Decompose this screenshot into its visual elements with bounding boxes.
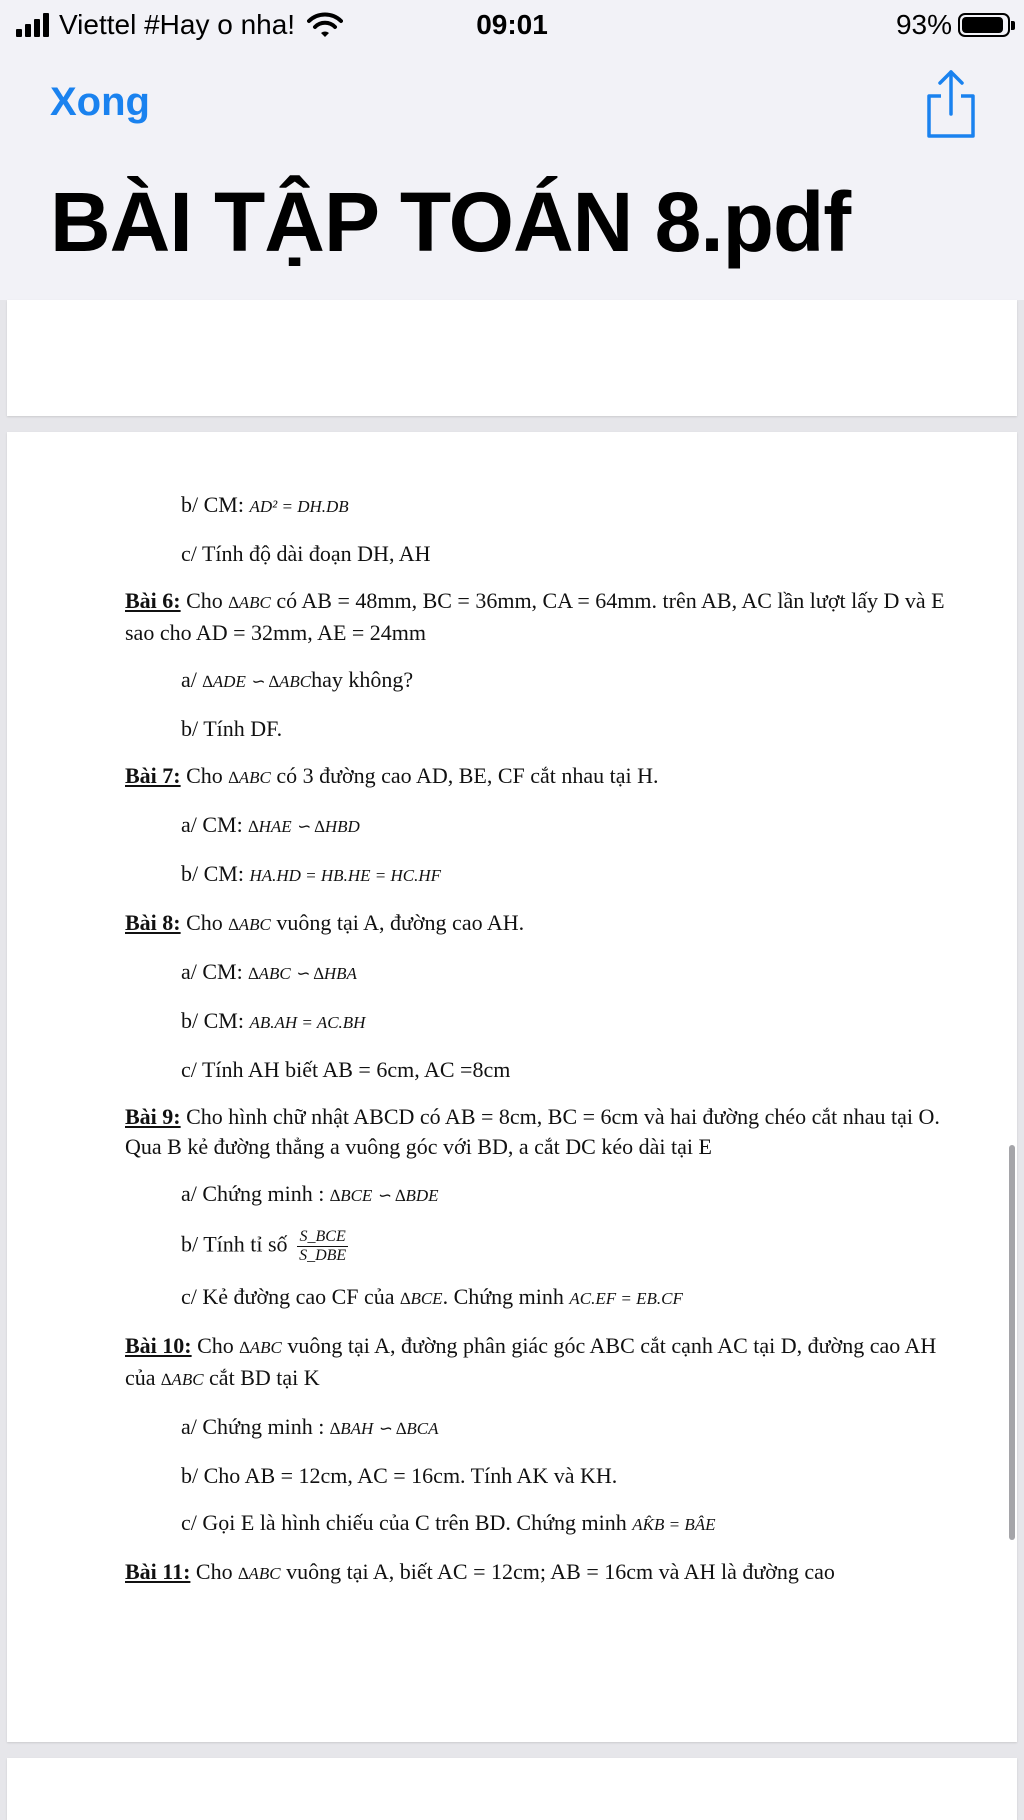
line-b6b: b/ Tính DF. <box>181 716 283 741</box>
pdf-page-next <box>7 1758 1017 1820</box>
done-button[interactable]: Xong <box>50 80 150 124</box>
exercise-6: Bài 6: Cho ∆ABC có AB = 48mm, BC = 36mm, CA = 64mm. trên AB, AC lần lượt lấy D và E sao cho AD = 32mm, AE = 24mm <box>125 588 945 645</box>
line-b8c: c/ Tính AH biết AB = 6cm, AC =8cm <box>181 1057 511 1082</box>
exercise-label: Bài 10: <box>125 1333 192 1358</box>
exercise-label: Bài 11: <box>125 1559 191 1584</box>
exercise-11: Bài 11: Cho ∆ABC vuông tại A, biết AC = 12cm; AB = 16cm và AH là đường cao <box>125 1559 835 1584</box>
line-b10a: a/ Chứng minh : ∆BAH ∽ ∆BCA <box>181 1414 439 1439</box>
line-b5c: c/ Tính độ dài đoạn DH, AH <box>181 541 431 566</box>
carrier-name: Viettel #Hay o nha! <box>59 9 296 40</box>
exercise-label: Bài 7: <box>125 763 181 788</box>
exercise-9: Bài 9: Cho hình chữ nhật ABCD có AB = 8cm, BC = 6cm và hai đường chéo cắt nhau tại O. Qua B kẻ đường thẳng a vuông góc với BD, a cắt DC kéo dài tại E <box>125 1104 940 1159</box>
exercise-label: Bài 9: <box>125 1104 181 1129</box>
line-b10b: b/ Cho AB = 12cm, AC = 16cm. Tính AK và KH. <box>181 1463 618 1488</box>
document-title: BÀI TẬP TOÁN 8.pdf <box>50 175 851 269</box>
line-b6a: a/ ∆ADE ∽ ∆ABChay không? <box>181 667 414 692</box>
line-b9c: c/ Kẻ đường cao CF của ∆BCE. Chứng minh AC.EF = EB.CF <box>181 1284 683 1309</box>
scroll-indicator[interactable] <box>1009 1145 1015 1540</box>
battery-percent: 93% <box>895 9 952 40</box>
line-b7b: b/ CM: HA.HD = HB.HE = HC.HF <box>181 861 441 886</box>
navigation-header <box>0 0 1024 300</box>
exercise-7: Bài 7: Cho ∆ABC có 3 đường cao AD, BE, CF cắt nhau tại H. <box>125 763 659 788</box>
status-bar <box>0 0 1024 52</box>
line-b5b: b/ CM: AD² = DH.DB <box>181 492 349 517</box>
fraction: $\frac{\text{S\_BCE}}{\text{S\_DBE}}$ <box>299 1228 347 1264</box>
line-b9a: a/ Chứng minh : ∆BCE ∽ ∆BDE <box>181 1181 439 1206</box>
battery-group <box>896 9 1010 41</box>
math: AD² = DH.DB <box>249 497 349 516</box>
battery-icon <box>958 13 1010 37</box>
line-b8a: a/ CM: ∆ABC ∽ ∆HBA <box>181 959 357 984</box>
line-b8b: b/ CM: AB.AH = AC.BH <box>181 1008 366 1033</box>
battery-level <box>962 17 1003 33</box>
exercise-10: Bài 10: Cho ∆ABC vuông tại A, đường phân giác góc ABC cắt cạnh AC tại D, đường cao AH của ∆ABC cắt BD tại K <box>125 1333 937 1390</box>
exercise-label: Bài 6: <box>125 588 181 613</box>
exercise-label: Bài 8: <box>125 910 181 935</box>
pdf-page-previous <box>7 300 1017 416</box>
share-icon[interactable] <box>924 68 978 140</box>
line-b9b: b/ Tính tỉ số $\frac{\text{S\_BCE}}{\text{S\_DBE}}$ <box>181 1228 347 1264</box>
line-b7a: a/ CM: ∆HAE ∽ ∆HBD <box>181 812 360 837</box>
pdf-page <box>7 432 1017 1742</box>
line-b10c: c/ Gọi E là hình chiếu của C trên BD. Chứng minh AK̂B = BÂE <box>181 1510 716 1535</box>
clock: 09:01 <box>476 9 548 40</box>
exercise-8: Bài 8: Cho ∆ABC vuông tại A, đường cao AH. <box>125 910 525 935</box>
page-content <box>125 490 957 1606</box>
